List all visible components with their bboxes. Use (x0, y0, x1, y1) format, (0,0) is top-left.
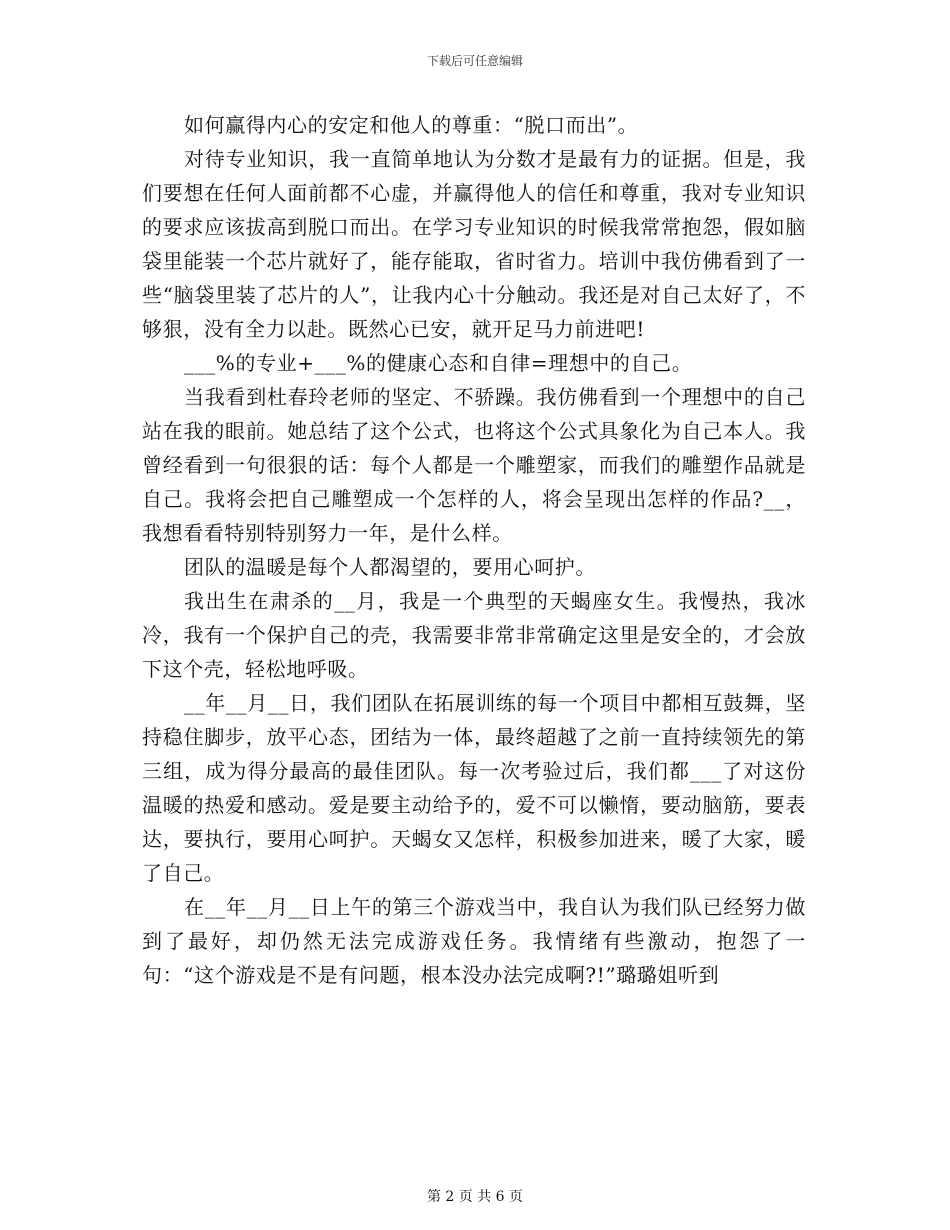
paragraph-6: 我出生在肃杀的__月，我是一个典型的天蝎座女生。我慢热，我冰冷，我有一个保护自己的壳，我需要非常非常确定这里是安全的，才会放下这个壳，轻松地呼吸。 (142, 589, 806, 681)
document-body (142, 108, 806, 992)
paragraph-1: 如何赢得内心的安定和他人的尊重：“脱口而出”。 (184, 113, 639, 137)
paragraph-4: 当我看到杜春玲老师的坚定、不骄躁。我仿佛看到一个理想中的自己站在我的眼前。她总结了这个公式，也将这个公式具象化为自己本人。我曾经看到一句很狠的话：每个人都是一个雕塑家，而我们的雕塑作品就是自己。我将会把自己雕塑成一个怎样的人，将会呈现出怎样的作品?__，我想看看特别特别努力一年，是什么样。 (142, 385, 806, 545)
paragraph-8: 在__年__月__日上午的第三个游戏当中，我自认为我们队已经努力做到了最好，却仍然无法完成游戏任务。我情绪有些激动，抱怨了一句：“这个游戏是不是有问题，根本没办法完成啊?!”璐璐姐听到 (142, 895, 806, 987)
paragraph-5: 团队的温暖是每个人都渴望的，要用心呵护。 (184, 555, 596, 579)
paragraph-3: ___%的专业+___%的健康心态和自律=理想中的自己。 (184, 351, 693, 375)
paragraph-7: __年__月__日，我们团队在拓展训练的每一个项目中都相互鼓舞，坚持稳住脚步，放平心态，团结为一体，最终超越了之前一直持续领先的第三组，成为得分最高的最佳团队。每一次考验过后，我们都___了对这份温暖的热爱和感动。爱是要主动给予的，爱不可以懒惰，要动脑筋，要表达，要执行，要用心呵护。天蝎女又怎样，积极参加进来，暖了大家，暖了自己。 (142, 691, 806, 885)
page-header-note: 下载后可任意编辑 (426, 54, 523, 68)
paragraph-2: 对待专业知识，我一直简单地认为分数才是最有力的证据。但是，我们要想在任何人面前都不心虚，并赢得他人的信任和尊重，我对专业知识的要求应该拔高到脱口而出。在学习专业知识的时候我常常抱怨，假如脑袋里能装一个芯片就好了，能存能取，省时省力。培训中我仿佛看到了一些“脑袋里装了芯片的人”，让我内心十分触动。我还是对自己太好了，不够狠，没有全力以赴。既然心已安，就开足马力前进吧! (142, 147, 806, 341)
page-number: 第 2 页 共 6 页 (426, 1189, 524, 1205)
